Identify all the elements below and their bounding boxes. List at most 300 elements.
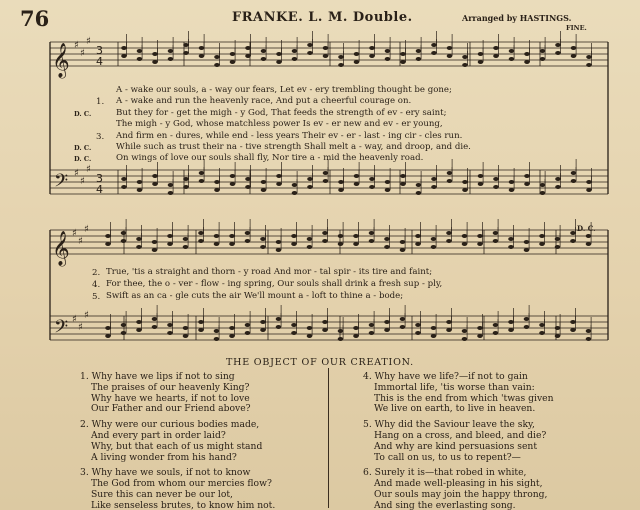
- note-head: [121, 239, 127, 243]
- note-head: [214, 337, 220, 341]
- arranger-credit: Arranged by HASTINGS.: [462, 13, 572, 23]
- stanza: [80, 420, 320, 463]
- note-head: [137, 49, 143, 53]
- note-head: [509, 188, 515, 192]
- note-head: [493, 231, 499, 235]
- note-head: [322, 328, 328, 332]
- note-head: [291, 323, 297, 327]
- note-head: [105, 326, 111, 330]
- stanza-line: Our Father and our Friend above?: [91, 403, 251, 415]
- stanza-line: Why have we hearts, if not to love: [91, 392, 250, 404]
- note-head: [446, 328, 452, 332]
- note-head: [167, 323, 173, 327]
- note-head: [214, 188, 220, 192]
- note-head: [586, 329, 592, 333]
- note-head: [478, 174, 484, 178]
- note-head: [509, 180, 515, 184]
- column-divider: [328, 368, 329, 508]
- note-head: [183, 43, 189, 47]
- note-head: [230, 60, 236, 64]
- music-glyph: ♯: [86, 164, 91, 175]
- note-head: [152, 174, 158, 178]
- note-head: [431, 185, 437, 189]
- note-head: [586, 337, 592, 341]
- dc-mark: D. C.: [74, 109, 92, 118]
- note-head: [384, 328, 390, 332]
- note-head: [168, 191, 174, 195]
- note-head: [416, 191, 422, 195]
- note-head: [431, 334, 437, 338]
- stanza: [363, 372, 633, 415]
- stanza-line: 6. Surely it is—that robed in white,: [363, 467, 527, 479]
- note-head: [167, 331, 173, 335]
- lyric-line: On wings of love our souls shall fly, Nor tire a - mid the heavenly road.: [116, 153, 424, 164]
- note-head: [307, 245, 313, 249]
- note-head: [400, 60, 406, 64]
- note-head: [307, 185, 313, 189]
- note-head: [198, 320, 204, 324]
- note-head: [229, 234, 235, 238]
- note-head: [524, 325, 530, 329]
- note-head: [415, 242, 421, 246]
- verse-number: 2.: [92, 268, 101, 278]
- note-head: [384, 320, 390, 324]
- dc-mark: D. C.: [74, 155, 92, 164]
- lyric-line: A - wake and run the heavenly race, And put a cheerful courage on.: [116, 96, 412, 107]
- note-head: [121, 331, 127, 335]
- note-head: [369, 177, 375, 181]
- note-head: [586, 188, 592, 192]
- note-head: [291, 234, 297, 238]
- music-glyph: 4: [96, 183, 103, 196]
- note-head: [369, 231, 375, 235]
- note-head: [539, 323, 545, 327]
- music-glyph: ♯: [84, 224, 89, 235]
- stanza-line: To call on us, to us to repent?—: [374, 451, 521, 463]
- note-head: [121, 231, 127, 235]
- stanza: [80, 372, 320, 415]
- note-head: [354, 60, 360, 64]
- lyric-line: True, 'tis a straight and thorn - y road And mor - tal spir - its tire and faint;: [106, 267, 433, 277]
- note-head: [322, 231, 328, 235]
- note-head: [338, 180, 344, 184]
- note-head: [540, 49, 546, 53]
- note-head: [323, 171, 329, 175]
- note-head: [462, 329, 468, 333]
- music-glyph: 3: [96, 172, 103, 185]
- music-glyph: ♯: [74, 40, 79, 51]
- note-head: [431, 177, 437, 181]
- note-head: [446, 239, 452, 243]
- note-head: [338, 329, 344, 333]
- dc-mark: D. C.: [74, 144, 92, 152]
- note-head: [385, 180, 391, 184]
- stanza-line: A living wonder from his hand?: [91, 451, 237, 463]
- note-head: [183, 185, 189, 189]
- note-head: [462, 180, 468, 184]
- note-head: [416, 57, 422, 61]
- note-head: [415, 331, 421, 335]
- note-head: [260, 320, 266, 324]
- note-head: [540, 57, 546, 61]
- stanza-line: 4. Why have we life?—if not to gain: [363, 371, 528, 382]
- note-head: [431, 326, 437, 330]
- note-head: [493, 323, 499, 327]
- note-head: [276, 174, 282, 178]
- note-head: [136, 320, 142, 324]
- note-head: [245, 185, 251, 189]
- note-head: [353, 326, 359, 330]
- note-head: [462, 55, 468, 59]
- note-head: [260, 328, 266, 332]
- note-head: [540, 183, 546, 187]
- note-head: [416, 183, 422, 187]
- note-head: [478, 182, 484, 186]
- hymn-title: THE OBJECT OF OUR CREATION.: [226, 357, 414, 368]
- stanza-line: Sure this can never be our lot,: [91, 488, 233, 500]
- music-glyph: 4: [96, 55, 103, 68]
- note-head: [292, 57, 298, 61]
- note-head: [323, 54, 329, 58]
- note-head: [136, 245, 142, 249]
- note-head: [152, 325, 158, 329]
- note-head: [136, 328, 142, 332]
- note-head: [137, 180, 143, 184]
- note-head: [555, 245, 561, 249]
- music-glyph: ♯: [78, 236, 83, 247]
- note-head: [462, 188, 468, 192]
- note-head: [199, 46, 205, 50]
- note-head: [152, 60, 158, 64]
- note-head: [555, 326, 561, 330]
- note-head: [493, 177, 499, 181]
- note-head: [245, 323, 251, 327]
- note-head: [198, 328, 204, 332]
- note-head: [276, 52, 282, 56]
- note-head: [121, 46, 127, 50]
- note-head: [292, 191, 298, 195]
- note-head: [245, 177, 251, 181]
- note-head: [431, 43, 437, 47]
- note-head: [199, 179, 205, 183]
- note-head: [230, 174, 236, 178]
- note-head: [152, 317, 158, 321]
- stanza: [363, 420, 633, 463]
- note-head: [307, 326, 313, 330]
- hymn-right-column: [363, 372, 633, 510]
- note-head: [245, 231, 251, 235]
- note-head: [121, 54, 127, 58]
- stanza-line: And every part in order laid?: [91, 429, 226, 441]
- note-head: [524, 52, 530, 56]
- note-head: [586, 63, 592, 67]
- note-head: [570, 320, 576, 324]
- note-head: [183, 51, 189, 55]
- note-head: [245, 46, 251, 50]
- note-head: [198, 231, 204, 235]
- note-head: [446, 320, 452, 324]
- note-head: [183, 237, 189, 241]
- music-glyph: 3: [96, 44, 103, 57]
- note-head: [353, 334, 359, 338]
- note-head: [384, 245, 390, 249]
- note-head: [462, 337, 468, 341]
- verse-number: 4.: [92, 280, 101, 290]
- note-head: [400, 248, 406, 252]
- note-head: [307, 237, 313, 241]
- note-head: [261, 49, 267, 53]
- stanza-line: Hang on a cross, and bleed, and die?: [374, 429, 547, 441]
- stanza: [80, 468, 320, 510]
- note-head: [400, 52, 406, 56]
- note-head: [415, 323, 421, 327]
- note-head: [446, 231, 452, 235]
- note-head: [105, 242, 111, 246]
- note-head: [338, 242, 344, 246]
- note-head: [493, 331, 499, 335]
- stanza-line: The praises of our heavenly King?: [91, 381, 250, 393]
- note-head: [555, 334, 561, 338]
- note-head: [214, 234, 220, 238]
- lyric-line: Swift as an ca - gle cuts the air We'll mount a - loft to thine a - bode;: [106, 291, 404, 301]
- note-head: [183, 245, 189, 249]
- note-head: [260, 245, 266, 249]
- note-head: [245, 239, 251, 243]
- note-head: [307, 334, 313, 338]
- note-head: [229, 242, 235, 246]
- note-head: [276, 240, 282, 244]
- note-head: [400, 182, 406, 186]
- note-head: [508, 237, 514, 241]
- note-head: [570, 328, 576, 332]
- music-glyph: ♯: [86, 36, 91, 47]
- note-head: [431, 51, 437, 55]
- note-head: [292, 183, 298, 187]
- stanza-line: Immortal life, 'tis worse than vain:: [374, 381, 535, 393]
- note-head: [369, 54, 375, 58]
- stanza-line: 2. Why were our curious bodies made,: [80, 419, 260, 431]
- note-head: [369, 323, 375, 327]
- note-head: [261, 57, 267, 61]
- fine-mark: FINE.: [566, 24, 587, 32]
- stanza-line: 5. Why did the Saviour leave the sky,: [363, 419, 535, 431]
- note-head: [555, 177, 561, 181]
- note-head: [477, 334, 483, 338]
- note-head: [168, 183, 174, 187]
- note-head: [369, 185, 375, 189]
- note-head: [431, 237, 437, 241]
- note-head: [416, 49, 422, 53]
- note-head: [183, 334, 189, 338]
- note-head: [539, 331, 545, 335]
- note-head: [509, 49, 515, 53]
- lyric-line: A - wake our souls, a - way our fears, Let ev - ery trembling thought be gone;: [116, 85, 452, 95]
- note-head: [261, 180, 267, 184]
- note-head: [168, 49, 174, 53]
- note-head: [539, 234, 545, 238]
- note-head: [524, 182, 530, 186]
- note-head: [338, 188, 344, 192]
- note-head: [477, 326, 483, 330]
- hymn-left-column: [80, 372, 320, 510]
- lyric-line: And firm en - dures, while end - less years Their ev - er - last - ing cir - cles run.: [116, 130, 463, 141]
- note-head: [369, 239, 375, 243]
- note-head: [354, 182, 360, 186]
- note-head: [214, 329, 220, 333]
- note-head: [586, 180, 592, 184]
- note-head: [524, 60, 530, 64]
- music-glyph: 𝄞: [52, 43, 70, 78]
- note-head: [260, 237, 266, 241]
- note-head: [570, 231, 576, 235]
- note-head: [571, 46, 577, 50]
- dc-mark: D. C.: [577, 224, 596, 233]
- note-head: [493, 185, 499, 189]
- note-head: [137, 57, 143, 61]
- note-head: [524, 248, 530, 252]
- note-head: [105, 234, 111, 238]
- note-head: [447, 179, 453, 183]
- note-head: [276, 325, 282, 329]
- music-glyph: ♯: [80, 176, 85, 187]
- music-glyph: ♯: [72, 228, 77, 239]
- note-head: [462, 234, 468, 238]
- note-head: [152, 248, 158, 252]
- note-head: [338, 234, 344, 238]
- note-head: [555, 43, 561, 47]
- note-head: [152, 240, 158, 244]
- note-head: [276, 317, 282, 321]
- note-head: [431, 245, 437, 249]
- lyric-line: The migh - y God, whose matchless power Is ev - er new and ev - er young,: [116, 119, 443, 130]
- note-head: [478, 52, 484, 56]
- note-head: [105, 334, 111, 338]
- note-head: [540, 191, 546, 195]
- verse-number: 5.: [92, 292, 101, 302]
- music-glyph: ♯: [72, 314, 77, 325]
- note-head: [183, 177, 189, 181]
- note-head: [555, 185, 561, 189]
- note-head: [571, 54, 577, 58]
- note-head: [136, 237, 142, 241]
- verse-number: 3.: [96, 131, 105, 142]
- note-head: [477, 242, 483, 246]
- note-head: [276, 248, 282, 252]
- note-head: [353, 242, 359, 246]
- note-head: [152, 52, 158, 56]
- note-head: [385, 49, 391, 53]
- stanza-line: And sing the everlasting song.: [374, 499, 516, 510]
- note-head: [307, 51, 313, 55]
- note-head: [214, 63, 220, 67]
- note-head: [586, 242, 592, 246]
- page-number: 76: [20, 6, 50, 31]
- note-head: [121, 185, 127, 189]
- note-head: [353, 234, 359, 238]
- note-head: [137, 188, 143, 192]
- note-head: [447, 171, 453, 175]
- note-head: [323, 46, 329, 50]
- music-glyph: ♯: [80, 48, 85, 59]
- note-head: [214, 242, 220, 246]
- note-head: [199, 171, 205, 175]
- note-head: [524, 317, 530, 321]
- note-head: [121, 323, 127, 327]
- note-head: [384, 237, 390, 241]
- stanza-line: We live on earth, to live in heaven.: [374, 403, 536, 415]
- note-head: [571, 179, 577, 183]
- note-head: [214, 55, 220, 59]
- note-head: [354, 174, 360, 178]
- stanza-line: Our souls may join the happy throng,: [374, 488, 548, 500]
- stanza-line: 3. Why have we souls, if not to know: [80, 467, 251, 479]
- note-head: [152, 182, 158, 186]
- note-head: [168, 57, 174, 61]
- music-glyph: ♯: [74, 168, 79, 179]
- tune-title: FRANKE. L. M. Double.: [232, 10, 413, 25]
- note-head: [338, 55, 344, 59]
- note-head: [167, 242, 173, 246]
- note-head: [230, 52, 236, 56]
- note-head: [524, 240, 530, 244]
- note-head: [369, 331, 375, 335]
- note-head: [400, 325, 406, 329]
- stanza-line: And made well-pleasing in his sight,: [374, 478, 543, 490]
- music-glyph: 𝄞: [52, 231, 70, 266]
- note-head: [400, 240, 406, 244]
- note-head: [508, 328, 514, 332]
- note-head: [478, 60, 484, 64]
- note-head: [291, 331, 297, 335]
- music-glyph: 𝄢: [54, 171, 69, 196]
- stanza-line: This is the end from which 'twas given: [374, 392, 554, 404]
- note-head: [199, 54, 205, 58]
- lyric-line: While such as trust their na - tive strength Shall melt a - way, and droop, and die.: [116, 142, 471, 152]
- note-head: [369, 46, 375, 50]
- note-head: [385, 188, 391, 192]
- note-head: [493, 239, 499, 243]
- note-head: [322, 320, 328, 324]
- lyric-line: But they for - get the migh - y God, That feeds the strength of ev - ery saint;: [116, 107, 447, 118]
- stanza: [363, 468, 633, 510]
- note-head: [245, 54, 251, 58]
- note-head: [276, 60, 282, 64]
- note-head: [198, 239, 204, 243]
- note-head: [571, 171, 577, 175]
- note-head: [229, 326, 235, 330]
- note-head: [323, 179, 329, 183]
- stanza-line: 1. Why have we lips if not to sing: [80, 371, 235, 382]
- note-head: [555, 51, 561, 55]
- note-head: [508, 320, 514, 324]
- note-head: [493, 46, 499, 50]
- note-head: [229, 334, 235, 338]
- note-head: [400, 174, 406, 178]
- note-head: [462, 242, 468, 246]
- note-head: [183, 326, 189, 330]
- note-head: [524, 174, 530, 178]
- stanza-line: And why are kind persuasions sent: [374, 440, 538, 452]
- note-head: [292, 49, 298, 53]
- note-head: [508, 245, 514, 249]
- stanza-line: Like senseless brutes, to know him not.: [91, 499, 276, 510]
- note-head: [322, 239, 328, 243]
- music-glyph: 𝄢: [54, 317, 69, 342]
- note-head: [493, 54, 499, 58]
- note-head: [230, 182, 236, 186]
- verse-number: 1.: [96, 97, 105, 108]
- stanza-line: The God from whom our mercies flow?: [91, 478, 272, 490]
